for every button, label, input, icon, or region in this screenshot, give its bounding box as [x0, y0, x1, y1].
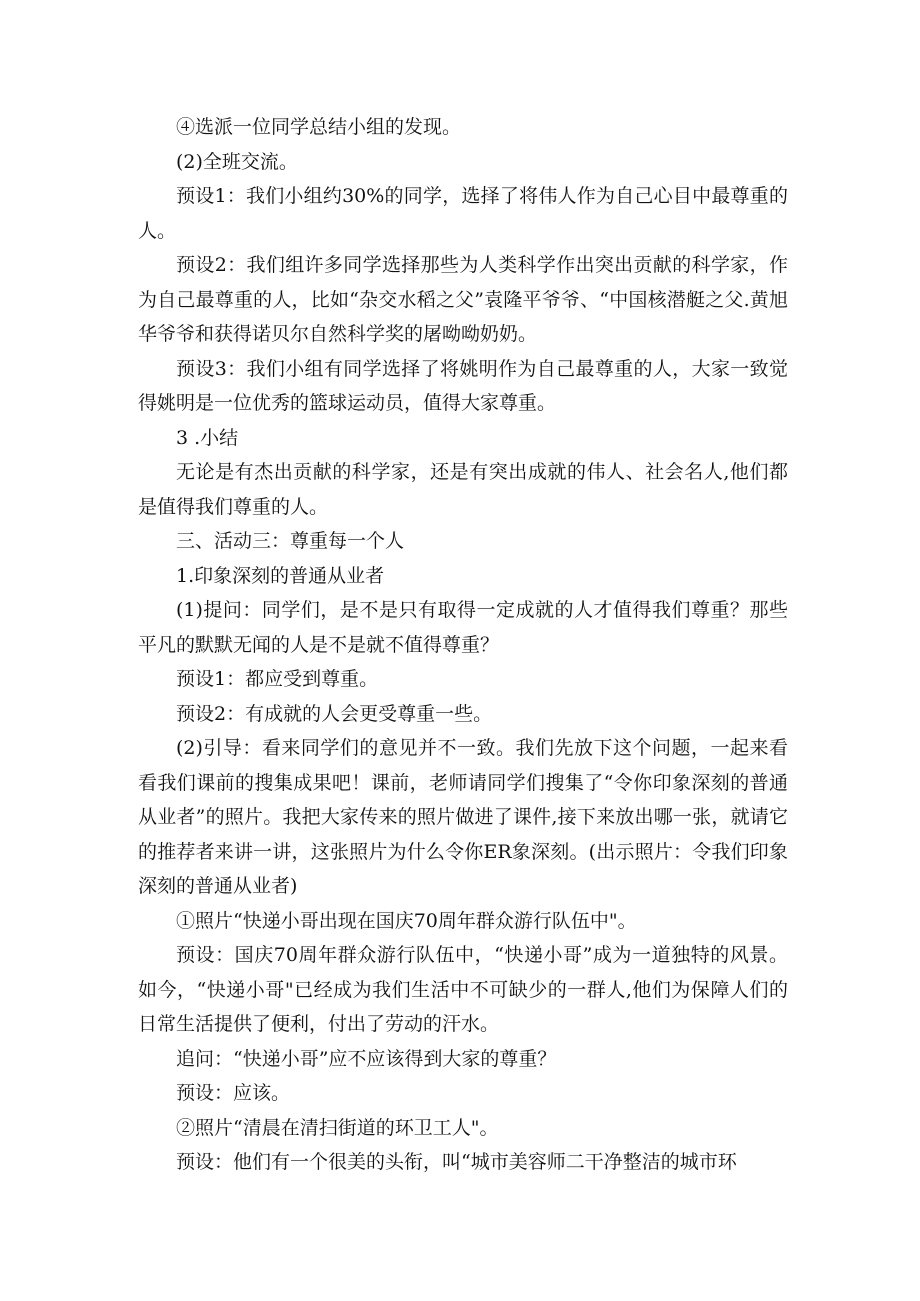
- paragraph-follow-up-answer: 预设：应该。: [176, 1082, 291, 1104]
- heading-activity-3: 三、活动三：尊重每一个人: [176, 530, 405, 552]
- paragraph-photo-1-preset: 预设：国庆70周年群众游行队伍中，“快递小哥”成为一道独特的风景。如今，“快递小哥"已经成为我们生活中不可缺少的一群人,他们为保障人们的日常生活提供了便利，付出了劳动的汗水。: [138, 944, 788, 1035]
- paragraph-photo-1: ①照片“快递小哥出现在国庆70周年群众游行队伍中"。: [176, 909, 637, 932]
- document-body: [138, 110, 788, 1180]
- paragraph-preset-2: 预设2：我们组许多同学选择那些为人类科学作出突出贡献的科学家，作为自己最尊重的人，比如“杂交水稻之父”袁隆平爷爷、“中国核潜艇之父.黄旭华爷爷和获得诺贝尔自然科学奖的屠呦呦奶奶。: [138, 254, 788, 345]
- paragraph-question: (1)提问：同学们，是不是只有取得一定成就的人才值得我们尊重？那些平凡的默默无闻的人是不是就不值得尊重？: [138, 599, 788, 656]
- paragraph-photo-2: ②照片“清晨在清扫街道的环卫工人"。: [176, 1116, 499, 1139]
- paragraph-class-exchange: (2)全班交流。: [176, 150, 298, 173]
- paragraph-preset-3: 预设3：我们小组有同学选择了将姚明作为自己最尊重的人，大家一致觉得姚明是一位优秀的篮球运动员，值得大家尊重。: [138, 357, 788, 414]
- paragraph-photo-2-preset: 预设：他们有一个很美的头衔，叫“城市美容师二干净整洁的城市环: [176, 1151, 737, 1173]
- heading-summary: 3 .小结: [176, 426, 239, 449]
- paragraph-summary: 无论是有杰出贡献的科学家，还是有突出成就的伟人、社会名人,他们都是值得我们尊重的人。: [138, 461, 788, 518]
- paragraph-follow-up: 追问：“快递小哥”应不应该得到大家的尊重？: [176, 1047, 557, 1070]
- heading-ordinary-workers: 1.印象深刻的普通从业者: [176, 564, 385, 587]
- paragraph-guidance: (2)引导：看来同学们的意见并不一致。我们先放下这个问题，一起来看看我们课前的搜集成果吧！课前，老师请同学们搜集了“令你印象深刻的普通从业者”的照片。我把大家传来的照片做进了课件,接下来放出哪一张，就请它的推荐者来讲一讲，这张照片为什么令你ER象深刻。(出示照片：令我们印象深刻的普通从业者): [138, 737, 788, 897]
- paragraph-answer-2: 预设2：有成就的人会更受尊重一些。: [176, 702, 493, 725]
- paragraph-step-4: ④选派一位同学总结小组的发现。: [176, 116, 462, 138]
- paragraph-answer-1: 预设1：都应受到尊重。: [176, 668, 379, 690]
- paragraph-preset-1: 预设1：我们小组约30%的同学，选择了将伟人作为自己心目中最尊重的人。: [138, 185, 788, 242]
